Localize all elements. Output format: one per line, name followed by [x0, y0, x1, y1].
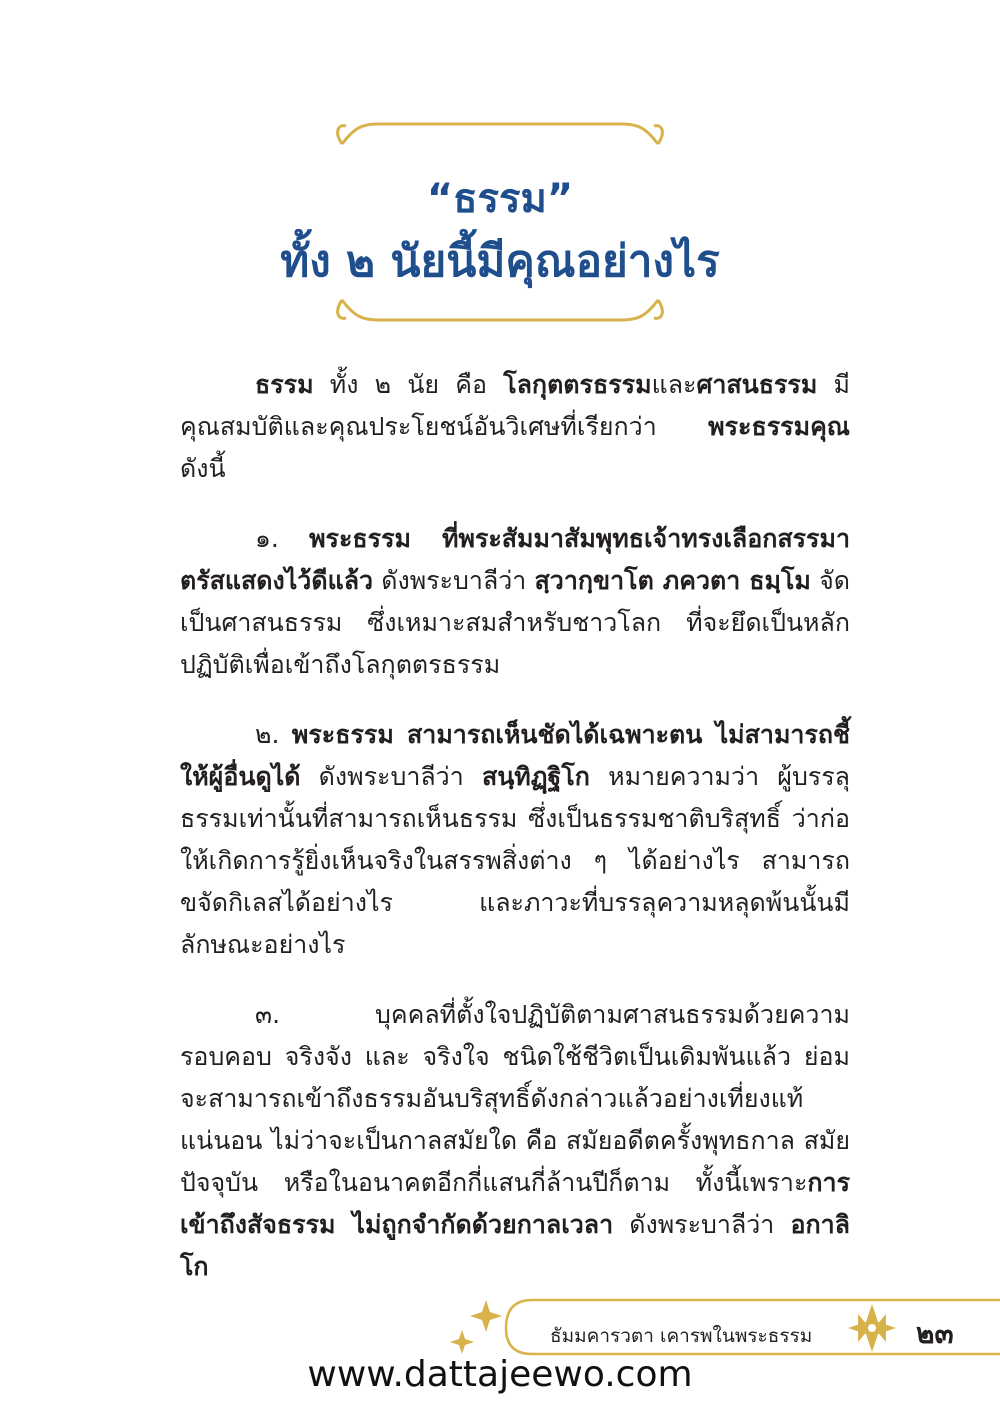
frame-top-curve: [342, 124, 658, 144]
text-run: ทั้ง ๒ นัย คือ: [313, 370, 504, 399]
website-url: www.dattajeewo.com: [307, 1354, 693, 1395]
diamond-flower-icon: [848, 1304, 896, 1352]
bold-text-run: สฺวากฺขาโต ภควตา ธมฺโม: [534, 566, 811, 595]
body-text: [180, 364, 850, 1316]
page-number: ๒๓: [916, 1317, 954, 1350]
text-run: ๒.: [255, 720, 292, 749]
paragraph: [180, 994, 850, 1288]
bold-text-run: ศาสนธรรม: [696, 370, 818, 399]
bold-text-run: พระธรรม ที่พระสัมมาสัมพุทธเจ้าทรงเลือกสรรมาตรัสแสดงไว้ดีแล้ว: [180, 524, 851, 595]
text-run: จัดเป็นศาสนธรรม ซึ่งเหมาะสมสำหรับชาวโลก ที่จะยึดเป็นหลักปฏิบัติเพื่อเข้าถึงโลกุตตรธรรม: [180, 566, 850, 679]
bold-text-run: สนฺทิฏฺฐิโก: [481, 762, 590, 791]
text-run: ดังพระบาลีว่า: [613, 1210, 791, 1239]
paragraph: [180, 364, 850, 490]
bold-text-run: การเข้าถึงสัจธรรม ไม่ถูกจำกัดด้วยกาลเวลา: [180, 1168, 850, 1239]
text-run: มีคุณสมบัติและคุณประโยชน์อันวิเศษที่เรียกว่า: [180, 370, 850, 441]
bold-text-run: พระธรรม สามารถเห็นชัดได้เฉพาะตน ไม่สามารถชี้ให้ผู้อื่นดูได้: [180, 720, 850, 791]
text-run: ๑.: [255, 524, 310, 553]
page-title-line1: “ธรรม”: [426, 176, 574, 222]
bold-text-run: ธรรม: [255, 370, 314, 399]
bold-text-run: อกาลิโก: [180, 1210, 850, 1281]
paragraph: [180, 518, 850, 686]
bold-text-run: โลกุตตรธรรม: [503, 370, 652, 399]
frame-bottom-curve: [342, 300, 658, 320]
footer-book-title: ธัมมคารวตา เคารพในพระธรรม: [550, 1325, 813, 1347]
bold-text-run: พระธรรมคุณ: [708, 412, 850, 441]
text-run: ดังนี้: [180, 454, 226, 483]
text-run: ดังพระบาลีว่า: [373, 566, 535, 595]
text-run: ดังพระบาลีว่า: [300, 762, 482, 791]
page-title-line2: ทั้ง ๒ นัยนี้มีคุณอย่างไร: [280, 236, 720, 287]
paragraph: [180, 714, 850, 966]
text-run: ๓. บุคคลที่ตั้งใจปฏิบัติตามศาสนธรรมด้วยความรอบคอบ จริงจัง และ จริงใจ ชนิดใช้ชีวิตเป็นเดิมพันแล้ว ย่อมจะสามารถเข้าถึงธรรมอันบริสุทธิ์ดังกล่าวแล้วอย่างเที่ยงแท้แน่นอน ไม่ว่าจะเป็นกาลสมัยใด คือ สมัยอดีตครั้งพุทธกาล สมัยปัจจุบัน หรือในอนาคตอีกกี่แสนกี่ล้านปีก็ตาม ทั้งนี้เพราะ: [180, 1000, 850, 1197]
text-run: หมายความว่า ผู้บรรลุธรรมเท่านั้นที่สามารถเห็นธรรม ซึ่งเป็นธรรมชาติบริสุทธิ์ ว่าก่อให้เกิดการรู้ยิ่งเห็นจริงในสรรพสิ่งต่าง ๆ ได้อย่างไร สามารถขจัดกิเลสได้อย่างไร และภาวะที่บรรลุความหลุดพ้นนั้นมีลักษณะอย่างไร: [180, 762, 850, 959]
text-run: และ: [651, 370, 697, 399]
